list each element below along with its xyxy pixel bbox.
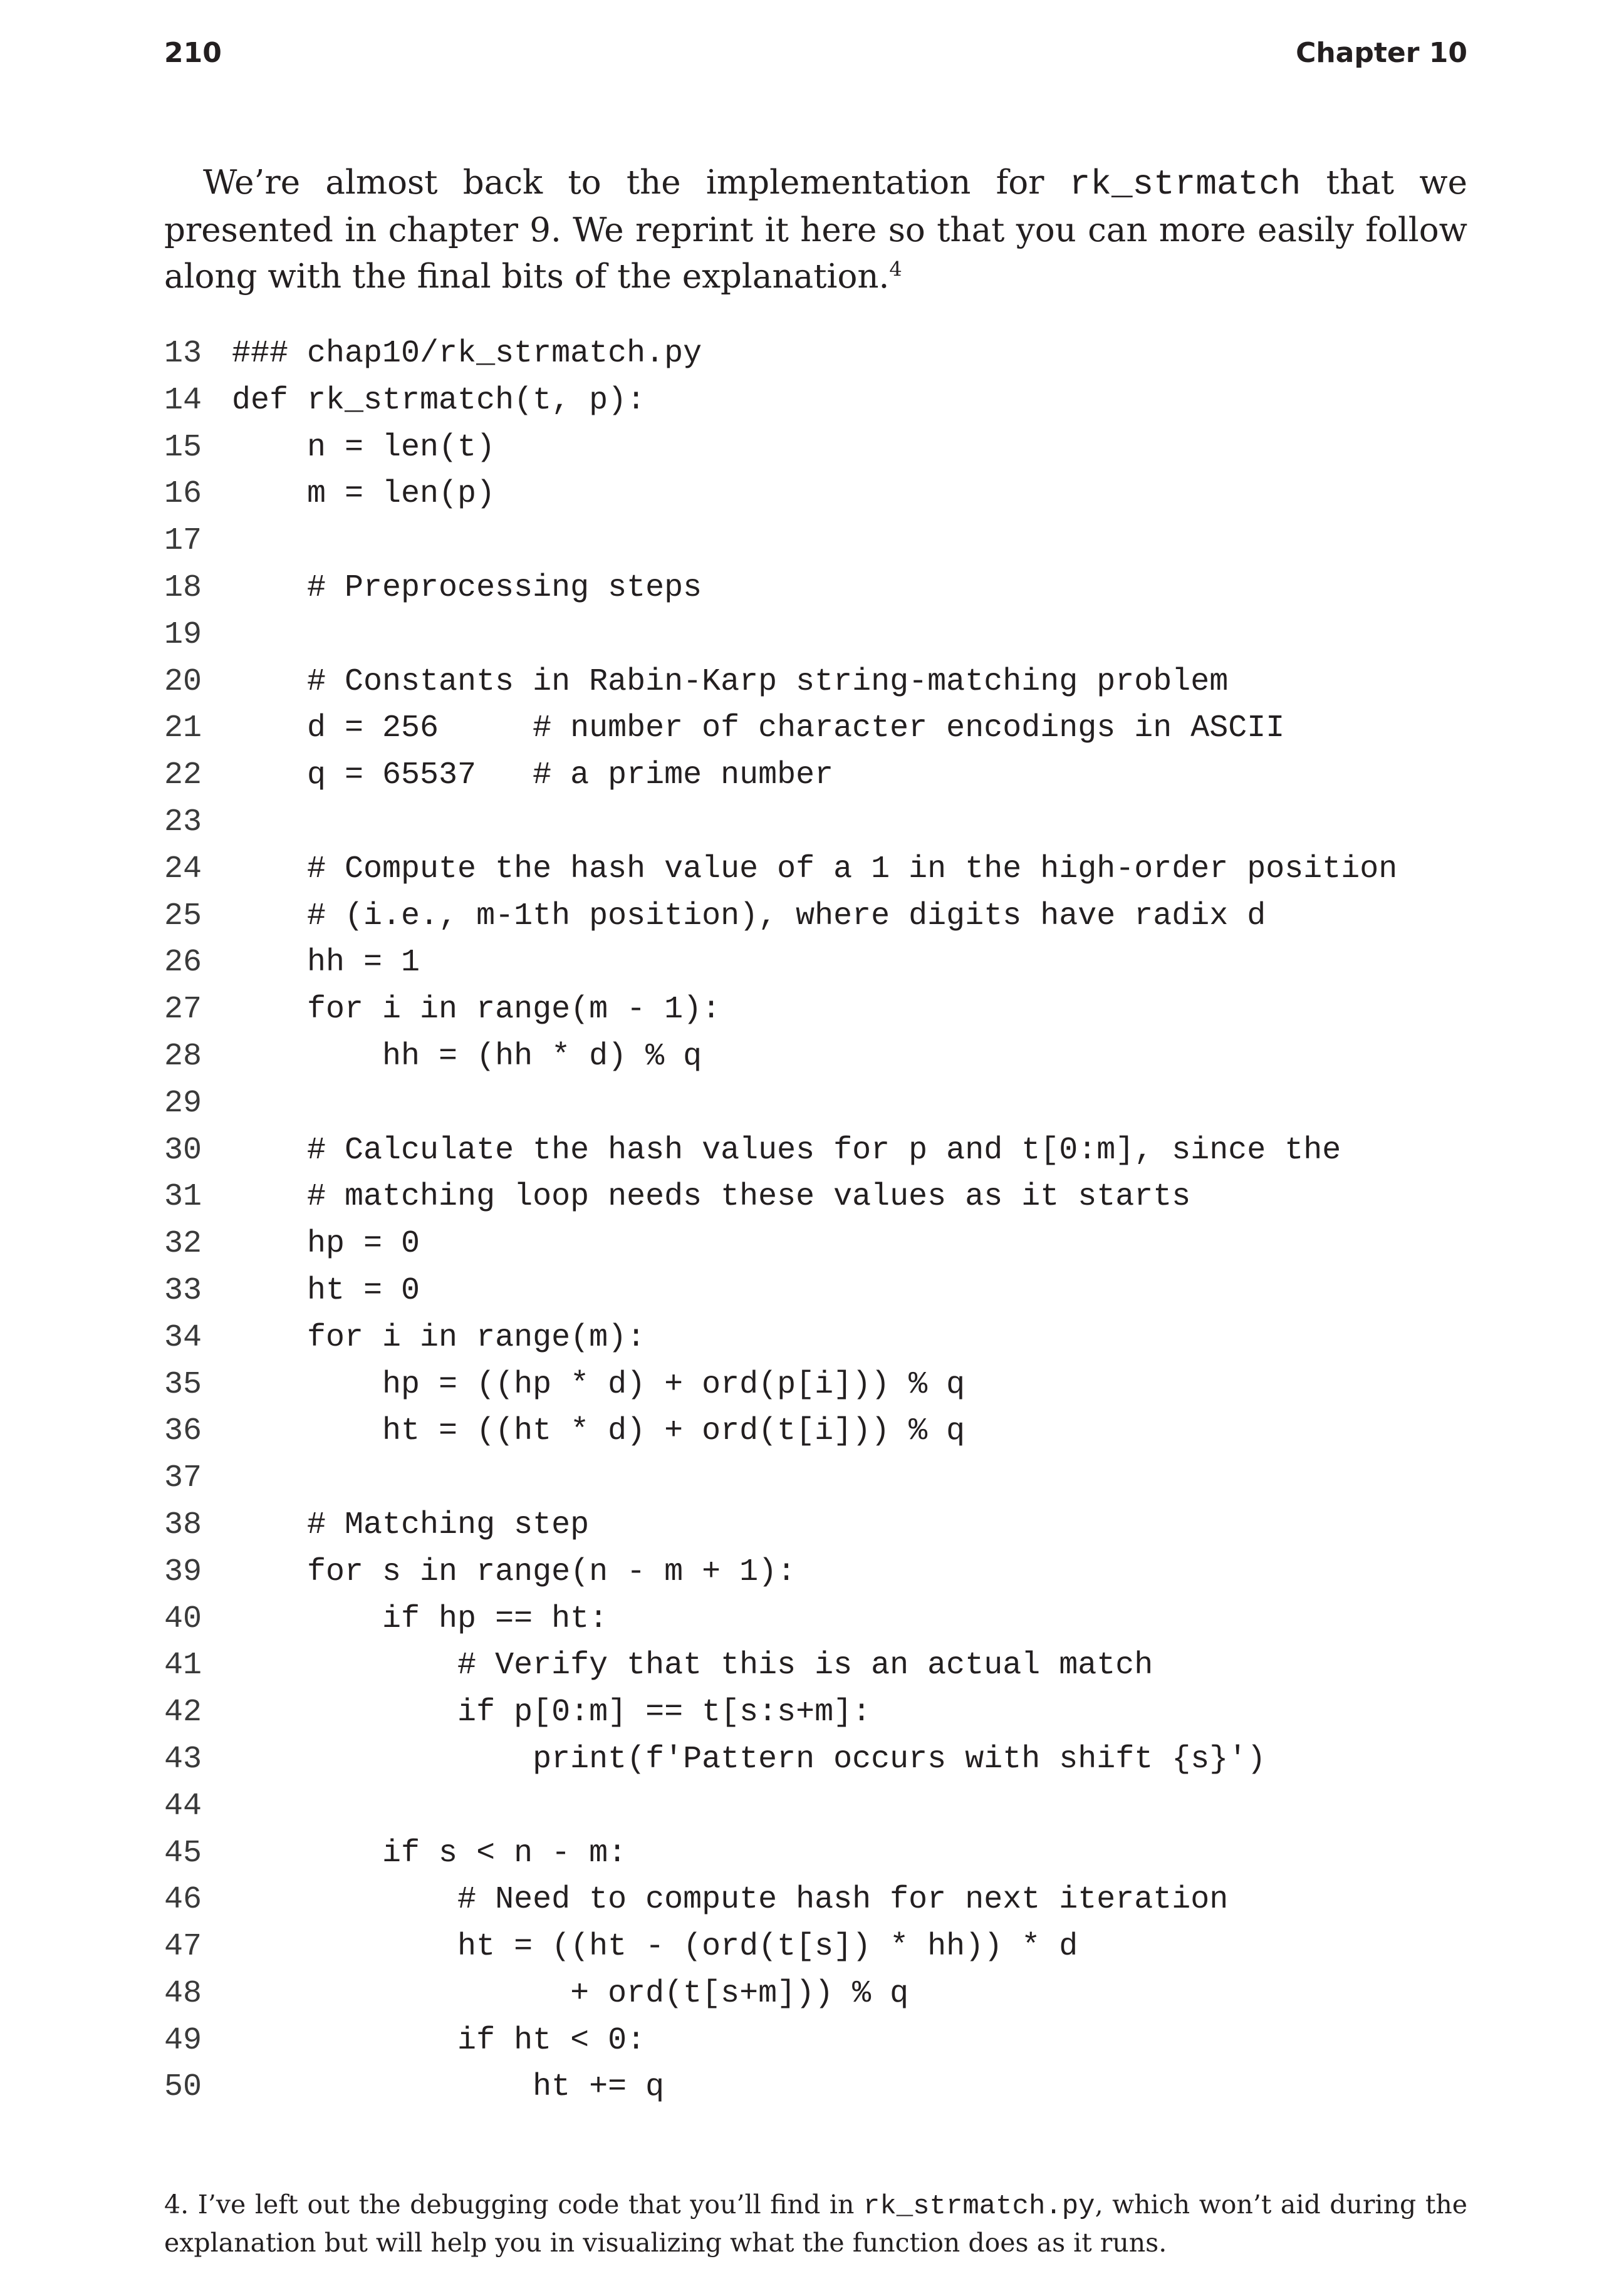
- line-code: print(f'Pattern occurs with shift {s}'): [232, 1741, 1266, 1777]
- line-number: 47: [164, 1929, 202, 1965]
- line-number: 13: [164, 336, 202, 371]
- line-code: if s < n - m:: [232, 1835, 627, 1871]
- line-code: ### chap10/rk_strmatch.py: [232, 336, 702, 371]
- footnote-text-2: , which won’t aid during the explanation but will help you in visualizing what the function does as it runs.: [164, 2190, 1467, 2258]
- line-number: 28: [164, 1038, 202, 1074]
- line-code: q = 65537 # a prime number: [232, 757, 834, 794]
- line-number: 30: [164, 1132, 202, 1168]
- line-number: 18: [164, 569, 202, 606]
- running-head-chapter: Chapter 10: [1296, 37, 1467, 69]
- line-code: hp = 0: [232, 1226, 420, 1262]
- code-listing: [164, 331, 1467, 2111]
- line-code: d = 256 # number of character encodings in ASCII: [232, 710, 1285, 747]
- line-number: 27: [164, 992, 202, 1028]
- line-code: for s in range(n - m + 1):: [232, 1554, 796, 1590]
- line-code: for i in range(m):: [232, 1319, 646, 1356]
- code-line: [164, 1643, 1467, 1690]
- code-line: [164, 893, 1467, 940]
- code-line: [164, 612, 1467, 659]
- code-line: [164, 1737, 1467, 1784]
- line-number: 19: [164, 616, 202, 653]
- line-code: # Preprocessing steps: [232, 569, 702, 606]
- page-header: [164, 31, 1467, 75]
- code-line: [164, 1315, 1467, 1362]
- line-number: 23: [164, 804, 202, 840]
- line-code: # matching loop needs these values as it starts: [232, 1179, 1191, 1215]
- line-number: 32: [164, 1226, 202, 1262]
- line-number: 20: [164, 663, 202, 700]
- code-line: [164, 1784, 1467, 1831]
- line-number: 45: [164, 1835, 202, 1871]
- line-code: # (i.e., m-1th position), where digits have radix d: [232, 898, 1266, 934]
- footnote-number: 4.: [164, 2190, 189, 2220]
- line-code: # Calculate the hash values for p and t[0:m], since the: [232, 1132, 1341, 1168]
- code-line: [164, 1221, 1467, 1268]
- intro-inline-code: rk_strmatch: [1069, 164, 1301, 204]
- code-line: [164, 940, 1467, 987]
- line-code: def rk_strmatch(t, p):: [232, 382, 646, 418]
- code-line: [164, 425, 1467, 472]
- code-line: [164, 1408, 1467, 1455]
- line-number: 39: [164, 1554, 202, 1590]
- code-line: [164, 799, 1467, 846]
- code-line: [164, 1924, 1467, 1971]
- code-line: [164, 1174, 1467, 1221]
- line-number: 25: [164, 898, 202, 934]
- code-line: [164, 331, 1467, 378]
- line-code: hh = 1: [232, 945, 420, 981]
- line-number: 22: [164, 757, 202, 794]
- line-number: 46: [164, 1882, 202, 1918]
- line-code: # Matching step: [232, 1507, 590, 1543]
- footnote-inline-code: rk_strmatch.py: [863, 2191, 1095, 2222]
- code-line: [164, 1831, 1467, 1878]
- line-number: 31: [164, 1179, 202, 1215]
- intro-text-2: that we presented in chapter 9. We reprint it here so that you can more easily follow along with the final bits of the explanation.: [164, 164, 1467, 296]
- line-number: 36: [164, 1413, 202, 1450]
- line-code: if p[0:m] == t[s:s+m]:: [232, 1695, 872, 1731]
- line-code: ht = ((ht * d) + ord(t[i])) % q: [232, 1413, 966, 1450]
- code-line: [164, 2018, 1467, 2065]
- line-code: n = len(t): [232, 429, 496, 465]
- code-line: [164, 1268, 1467, 1315]
- code-line: [164, 1128, 1467, 1175]
- line-number: 17: [164, 523, 202, 559]
- line-code: ht += q: [232, 2069, 665, 2106]
- line-code: ht = 0: [232, 1272, 420, 1309]
- line-code: hh = (hh * d) % q: [232, 1038, 702, 1074]
- line-number: 42: [164, 1695, 202, 1731]
- code-line: [164, 1081, 1467, 1128]
- code-line: [164, 1362, 1467, 1409]
- code-line: [164, 659, 1467, 706]
- line-code: # Constants in Rabin-Karp string-matching problem: [232, 663, 1229, 700]
- line-number: 44: [164, 1788, 202, 1824]
- line-number: 41: [164, 1648, 202, 1684]
- footnote-reference: 4: [889, 257, 902, 281]
- line-code: hp = ((hp * d) + ord(p[i])) % q: [232, 1366, 966, 1403]
- code-line: [164, 1971, 1467, 2018]
- code-line: [164, 1596, 1467, 1643]
- line-number: 34: [164, 1319, 202, 1356]
- code-line: [164, 378, 1467, 425]
- line-number: 49: [164, 2022, 202, 2059]
- line-code: for i in range(m - 1):: [232, 992, 721, 1028]
- line-code: # Verify that this is an actual match: [232, 1648, 1153, 1684]
- footnote-text-1: I’ve left out the debugging code that you’ll find in: [189, 2190, 863, 2220]
- line-code: m = len(p): [232, 476, 496, 512]
- code-line: [164, 752, 1467, 799]
- line-number: 48: [164, 1975, 202, 2012]
- line-code: # Need to compute hash for next iteration: [232, 1882, 1229, 1918]
- line-number: 16: [164, 476, 202, 512]
- line-code: ht = ((ht - (ord(t[s]) * hh)) * d: [232, 1929, 1078, 1965]
- code-line: [164, 518, 1467, 565]
- code-line: [164, 705, 1467, 752]
- code-line: [164, 1455, 1467, 1502]
- line-number: 40: [164, 1601, 202, 1637]
- code-line: [164, 471, 1467, 518]
- line-code: + ord(t[s+m])) % q: [232, 1975, 909, 2012]
- code-line: [164, 1549, 1467, 1596]
- code-line: [164, 1034, 1467, 1081]
- code-line: [164, 1502, 1467, 1549]
- line-number: 24: [164, 851, 202, 887]
- code-line: [164, 1877, 1467, 1924]
- line-number: 33: [164, 1272, 202, 1309]
- line-code: if ht < 0:: [232, 2022, 646, 2059]
- line-number: 15: [164, 429, 202, 465]
- line-code: # Compute the hash value of a 1 in the high-order position: [232, 851, 1398, 887]
- line-number: 38: [164, 1507, 202, 1543]
- line-number: 26: [164, 945, 202, 981]
- line-number: 50: [164, 2069, 202, 2106]
- line-number: 37: [164, 1460, 202, 1497]
- code-line: [164, 565, 1467, 612]
- line-code: if hp == ht:: [232, 1601, 608, 1637]
- code-line: [164, 987, 1467, 1034]
- code-line: [164, 1690, 1467, 1737]
- line-number: 21: [164, 710, 202, 747]
- line-number: 29: [164, 1085, 202, 1121]
- page-number: 210: [164, 37, 222, 69]
- line-number: 43: [164, 1741, 202, 1777]
- footnote: [164, 2186, 1467, 2261]
- code-line: [164, 846, 1467, 893]
- intro-text-1: We’re almost back to the implementation for: [203, 164, 1070, 202]
- intro-paragraph: [164, 160, 1467, 300]
- line-number: 14: [164, 382, 202, 418]
- line-number: 35: [164, 1366, 202, 1403]
- code-line: [164, 2064, 1467, 2111]
